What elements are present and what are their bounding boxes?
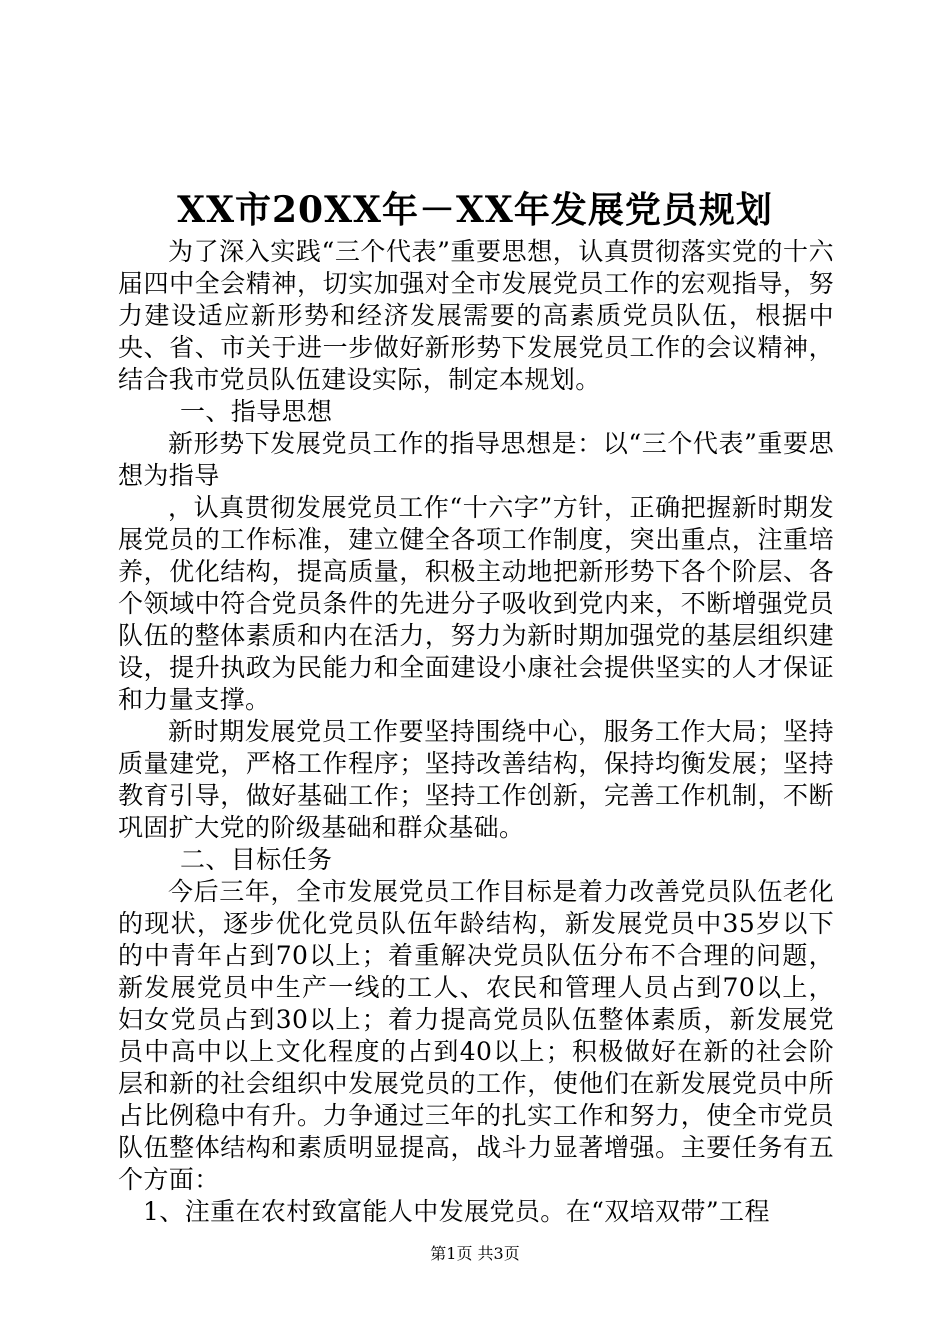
page-number-footer: 第1页 共3页 bbox=[430, 1244, 520, 1263]
document-title: XX市20XX年－XX年发展党员规划 bbox=[177, 189, 773, 231]
goals-paragraph: 今后三年，全市发展党员工作目标是着力改善党员队伍老化的现状，逐步优化党员队伍年龄结构，新发展党员中35岁以下的中青年占到70以上；着重解决党员队伍分布不合理的问题，新发展党员中生产一线的工人、农民和管理人员占到70以上，妇女党员占到30以上；着力提高党员队伍整体素质，新发展党员中高中以上文化程度的占到40以上；积极做好在新的社会阶层和新的社会组织中发展党员的工作，使他们在新发展党员中所占比例稳中有升。力争通过三年的扎实工作和努力，使全市党员队伍整体结构和素质明显提高，战斗力显著增强。主要任务有五个方面： bbox=[118, 877, 834, 1194]
section-heading-goals-tasks: 二、目标任务 bbox=[180, 845, 333, 874]
new-period-principles-paragraph: 新时期发展党员工作要坚持围绕中心，服务工作大局；坚持质量建党，严格工作程序；坚持改善结构，保持均衡发展；坚持教育引导，做好基础工作；坚持工作创新，完善工作机制，不断巩固扩大党的阶级基础和群众基础。 bbox=[118, 717, 834, 842]
section-heading-guiding-ideology: 一、指导思想 bbox=[180, 397, 333, 426]
task-item-1: 1、注重在农村致富能人中发展党员。在“双培双带”工程 bbox=[143, 1197, 770, 1226]
guiding-ideology-paragraph: 新形势下发展党员工作的指导思想是：以“三个代表”重要思想为指导 bbox=[118, 429, 834, 490]
document-body bbox=[118, 236, 834, 1228]
guiding-ideology-continued-paragraph: ，认真贯彻发展党员工作“十六字”方针，正确把握新时期发展党员的工作标准，建立健全各项工作制度，突出重点，注重培养，优化结构，提高质量，积极主动地把新形势下各个阶层、各个领域中符合党员条件的先进分子吸收到党内来，不断增强党员队伍的整体素质和内在活力，努力为新时期加强党的基层组织建设，提升执政为民能力和全面建设小康社会提供坚实的人才保证和力量支撑。 bbox=[118, 493, 834, 714]
intro-paragraph: 为了深入实践“三个代表”重要思想，认真贯彻落实党的十六届四中全会精神，切实加强对全市发展党员工作的宏观指导，努力建设适应新形势和经济发展需要的高素质党员队伍，根据中央、省、市关于进一步做好新形势下发展党员工作的会议精神，结合我市党员队伍建设实际，制定本规划。 bbox=[118, 237, 834, 394]
